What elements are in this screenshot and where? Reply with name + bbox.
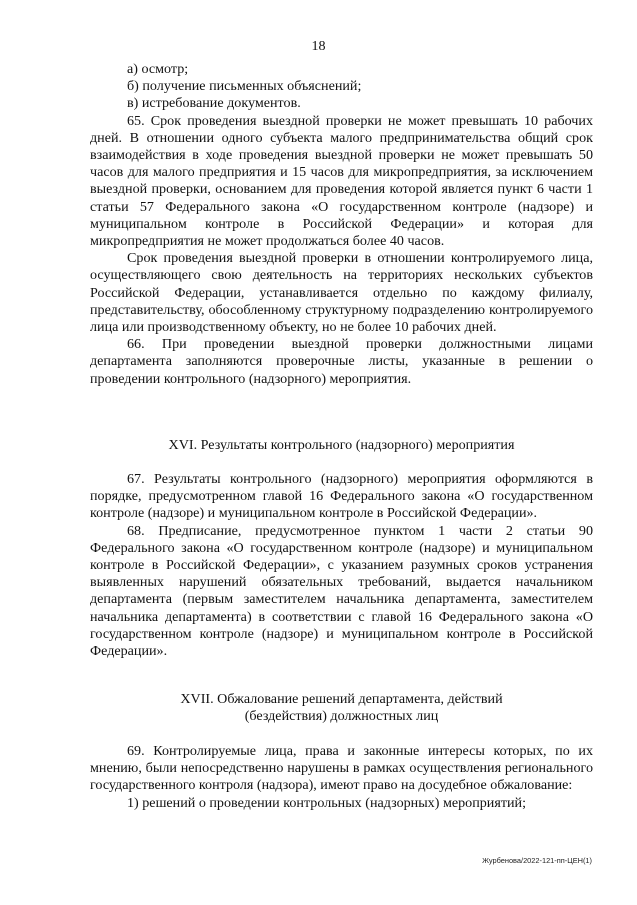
- paragraph-67: 67. Результаты контрольного (надзорного) мероприятия оформляются в порядке, предусмотренном главой 16 Федерального закона «О государственном контроле (надзоре) и муниципальном контроле в Российской Федерации».: [90, 471, 593, 522]
- paragraph-69: 69. Контролируемые лица, права и законные интересы которых, по их мнению, были непосредственно нарушены в рамках осуществления регионального государственного контроля (надзора), имеют право на досудебное обжалование:: [90, 743, 593, 794]
- list-item-b: б) получение письменных объяснений;: [127, 78, 362, 95]
- list-item-c: в) истребование документов.: [127, 95, 301, 112]
- list-item-a: а) осмотр;: [127, 61, 189, 77]
- section-17-body: [90, 743, 593, 812]
- section-heading-17: [90, 691, 593, 725]
- section-heading-16: XVI. Результаты контрольного (надзорного) мероприятия: [168, 437, 515, 453]
- paragraph-66: 66. При проведении выездной проверки должностными лицами департамента заполняются проверочные листы, указанные в решении о проведении контрольного (надзорного) мероприятия.: [90, 336, 593, 387]
- document-body: [90, 61, 593, 388]
- section-heading-17-line1: XVII. Обжалование решений департамента, действий: [180, 691, 503, 707]
- page-number: 18: [311, 38, 326, 54]
- section-16-body: [90, 471, 593, 660]
- paragraph-65: 65. Срок проведения выездной проверки не может превышать 10 рабочих дней. В отношении одного субъекта малого предпринимательства общий срок взаимодействия в ходе проведения выездной проверки не может превышать 50 часов для малого предприятия и 15 часов для микропредприятия, за исключением выездной проверки, основанием для проведения которой является пункт 6 части 1 статьи 57 Федерального закона «О государственном контроле (надзоре) и муниципальном контроле в Российской Федерации» и которая для микропредприятия не может продолжаться более 40 часов.: [90, 112, 593, 250]
- document-footer-code: Журбенова/2022-121-пп-ЦЕН(1): [482, 856, 592, 865]
- paragraph-65-continued: Срок проведения выездной проверки в отношении контролируемого лица, осуществляющего свою деятельность на территориях нескольких субъектов Российской Федерации, устанавливается отдельно по каждому филиалу, представительству, обособленному структурному подразделению контролируемого лица или производственному объекту, но не более 10 рабочих дней.: [90, 250, 593, 336]
- section-heading-17-line2: (бездействия) должностных лиц: [244, 708, 439, 725]
- paragraph-68: 68. Предписание, предусмотренное пунктом 1 части 2 статьи 90 Федерального закона «О государственном контроле (надзоре) и муниципальном контроле в Российской Федерации», с указанием разумных сроков устранения выявленных нарушений обязательных требований, выдается начальником департамента (первым заместителем начальника департамента, заместителем начальника департамента) в соответствии с главой 16 Федерального закона «О государственном контроле (надзоре) и муниципальном контроле в Российской Федерации».: [90, 522, 593, 660]
- paragraph-69-item-1: 1) решений о проведении контрольных (надзорных) мероприятий;: [127, 794, 526, 811]
